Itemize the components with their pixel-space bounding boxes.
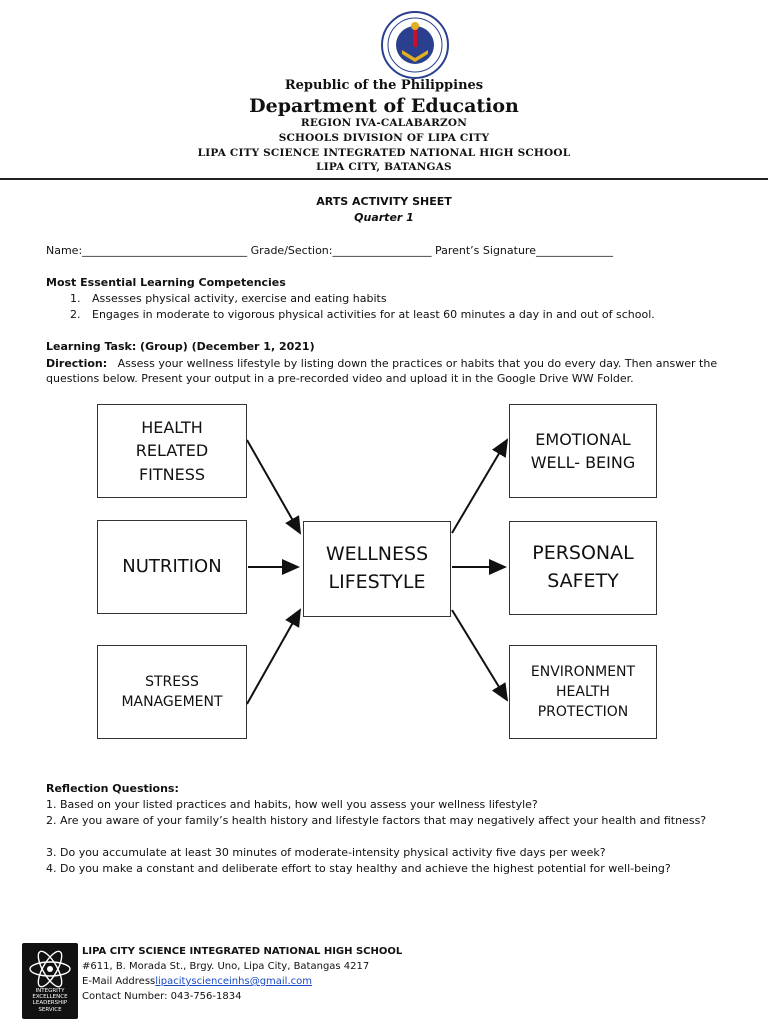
city-line: LIPA CITY, BATANGAS (316, 161, 452, 173)
box-label: ENVIRONMENT (530, 663, 636, 680)
sheet-quarter: Quarter 1 (354, 211, 414, 224)
footer-email-line (82, 976, 312, 987)
school-line: LIPA CITY SCIENCE INTEGRATED NATIONAL HIGH SCHOOL (197, 147, 571, 159)
direction-label: Direction: (46, 357, 108, 370)
logo-motto: INTEGRITY EXCELLENCE LEADERSHIP SERVICE (32, 987, 68, 1013)
arrow-health-to-center (247, 440, 300, 533)
competency-number: 2. (70, 308, 81, 321)
box-stress-management (97, 645, 247, 739)
box-label: MANAGEMENT (121, 694, 223, 710)
box-label: PROTECTION (537, 704, 629, 721)
box-personal-safety (509, 521, 657, 615)
box-label: STRESS (145, 673, 199, 690)
competencies-heading: Most Essential Learning Competencies (46, 276, 286, 289)
header-divider (0, 178, 768, 180)
footer-email-link[interactable]: lipacityscienceinhs@gmail.com (155, 976, 312, 987)
footer-school-name: LIPA CITY SCIENCE INTEGRATED NATIONAL HIGH SCHOOL (82, 946, 403, 957)
box-label: WELL- BEING (530, 453, 636, 472)
box-label: SAFETY (547, 570, 619, 592)
box-health-related-fitness (97, 404, 247, 498)
arrow-center-to-emotional (452, 440, 507, 533)
competency-item (70, 292, 387, 305)
box-label: HEALTH (141, 418, 203, 438)
box-label: RELATED (135, 441, 209, 461)
competency-number: 1. (70, 292, 81, 305)
arrow-stress-to-center (247, 610, 300, 704)
reflection-heading: Reflection Questions: (46, 782, 179, 795)
box-label: HEALTH (556, 683, 610, 700)
direction-text: Assess your wellness lifestyle by listing down the practices or habits that you do every day. Then answer the questions below. Present your output in a pre-recorded video and upload it in the Google Drive WW Folder. (46, 357, 718, 386)
reflection-question: 4. Do you make a constant and deliberate effort to stay healthy and achieve the highest potential for well-being? (46, 862, 671, 875)
competency-text: Assesses physical activity, exercise and eating habits (92, 292, 387, 305)
footer-contact: Contact Number: 043-756-1834 (82, 991, 242, 1002)
footer-address: #611, B. Morada St., Brgy. Uno, Lipa City, Batangas 4217 (82, 961, 370, 972)
box-label: PERSONAL (532, 542, 634, 565)
division-line: SCHOOLS DIVISION OF LIPA CITY (278, 132, 490, 144)
region-line: REGION IVA-CALABARZON (300, 117, 468, 129)
box-wellness-lifestyle (303, 521, 451, 617)
learning-task-heading: Learning Task: (Group) (December 1, 2021) (46, 340, 315, 353)
atom-logo-icon (22, 943, 78, 1019)
competency-item (70, 308, 655, 321)
box-label: LIFESTYLE (328, 571, 426, 593)
republic-line: Republic of the Philippines (284, 78, 484, 93)
direction-paragraph (46, 356, 726, 387)
box-emotional-well-being (509, 404, 657, 498)
student-info-line: Name:______________________________ Grade/Section:__________________ Parent’s Signature______________ (46, 244, 613, 257)
footer-email-label: E-Mail Address (82, 976, 156, 987)
department-title: Department of Education (249, 95, 519, 117)
reflection-question: 1. Based on your listed practices and habits, how well you assess your wellness lifestyle? (46, 798, 538, 811)
deped-seal-icon (380, 10, 450, 80)
reflection-question: 2. Are you aware of your family’s health history and lifestyle factors that may negatively affect your health and fitness? (46, 814, 707, 827)
box-label: FITNESS (138, 464, 206, 484)
box-label: NUTRITION (122, 555, 222, 577)
arrow-center-to-environment (452, 610, 507, 700)
box-label: WELLNESS (325, 543, 429, 566)
sheet-title: ARTS ACTIVITY SHEET (316, 195, 452, 208)
box-environment-health-protection (509, 645, 657, 739)
box-label: EMOTIONAL (535, 429, 631, 449)
competency-text: Engages in moderate to vigorous physical activities for at least 60 minutes a day in and out of school. (92, 308, 655, 321)
box-nutrition (97, 520, 247, 614)
reflection-question: 3. Do you accumulate at least 30 minutes of moderate-intensity physical activity five days per week? (46, 846, 606, 859)
